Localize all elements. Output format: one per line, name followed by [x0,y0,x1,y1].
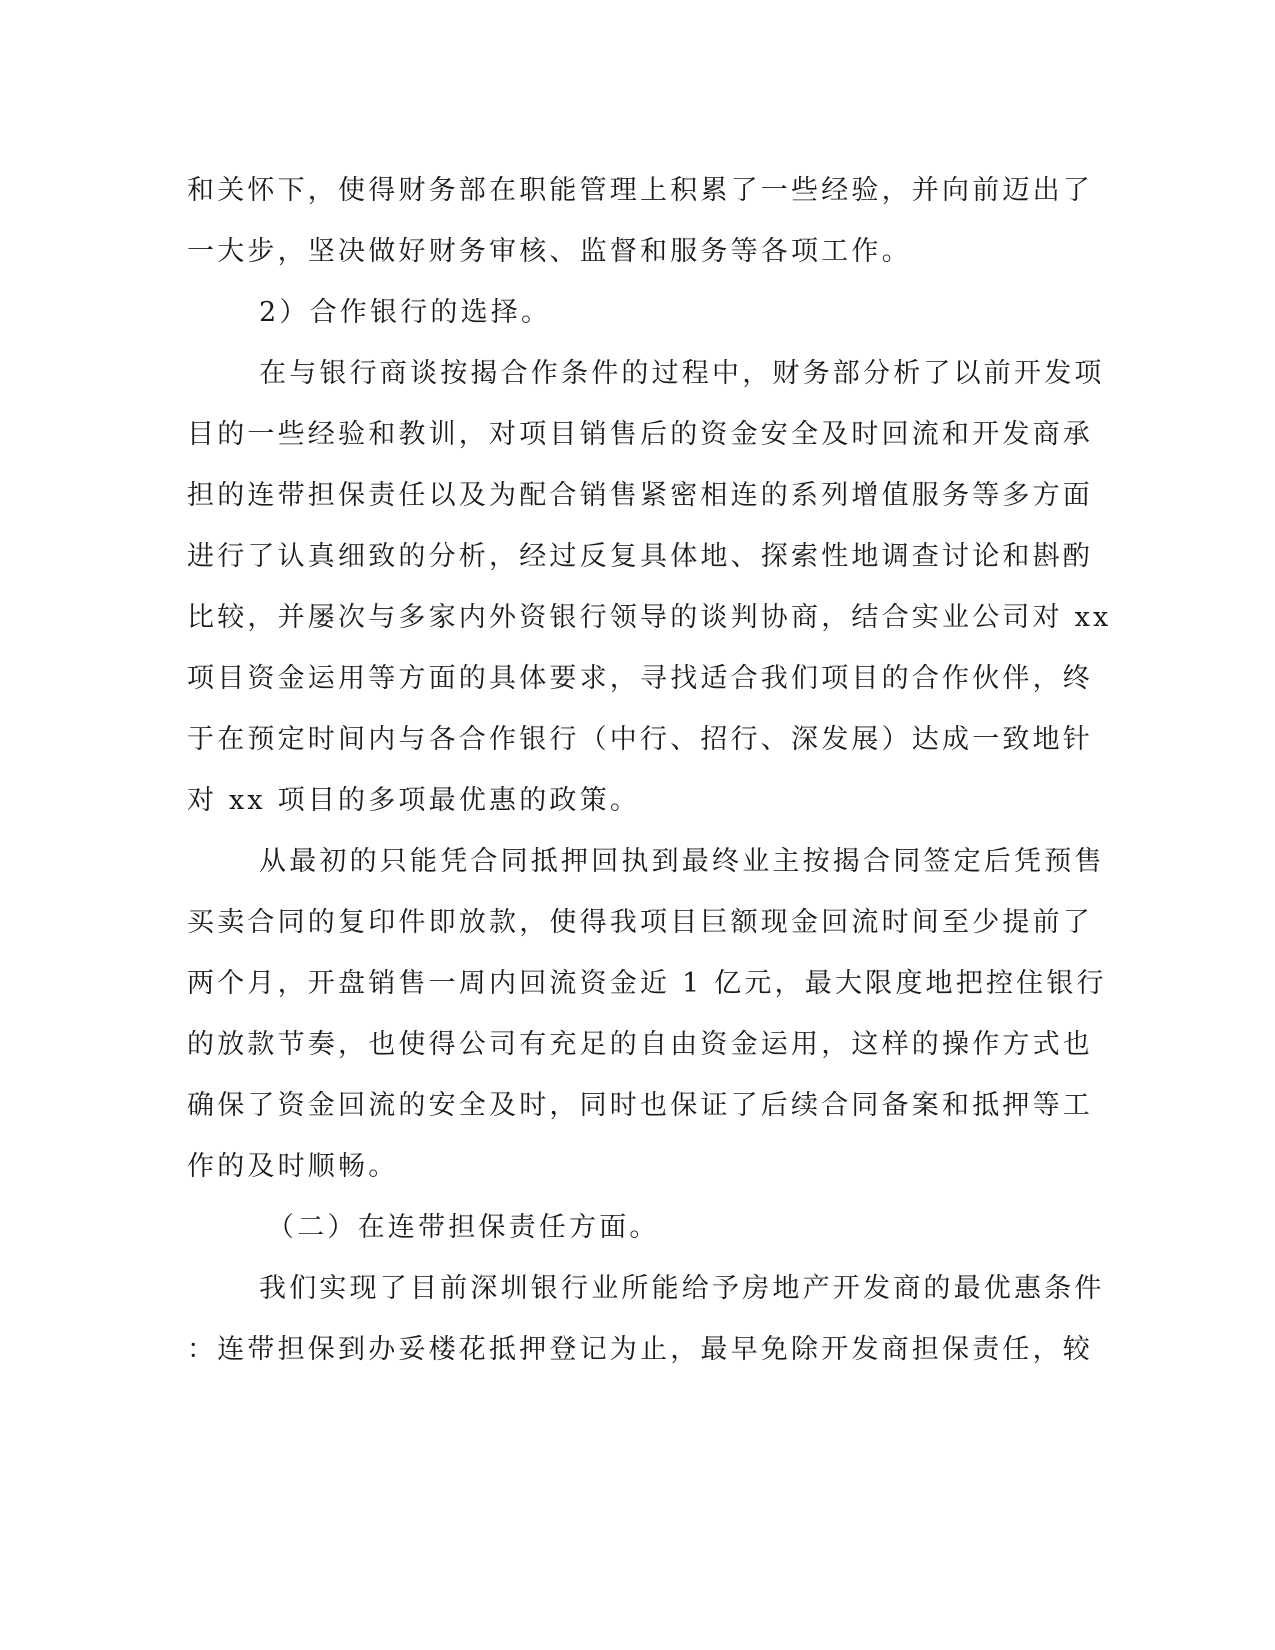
text-line: ：连带担保到办妥楼花抵押登记为止，最早免除开发商担保责任，较 [187,1334,1093,1365]
text-line: 从最初的只能凭合同抵押回执到最终业主按揭合同签定后凭预售 [259,846,1105,877]
text-line: 进行了认真细致的分析，经过反复具体地、探索性地调查讨论和斟酌 [187,541,1093,572]
text-line: 担的连带担保责任以及为配合销售紧密相连的系列增值服务等多方面 [187,480,1093,511]
text-line: 对 xx 项目的多项最优惠的政策。 [187,785,641,816]
document-body [187,160,1112,1380]
text-line: 两个月，开盘销售一周内回流资金近 1 亿元，最大限度地把控住银行 [187,968,1107,999]
text-line: 项目资金运用等方面的具体要求，寻找适合我们项目的合作伙伴，终 [187,663,1093,694]
text-line: 比较，并屡次与多家内外资银行领导的谈判协商，结合实业公司对 xx [187,602,1112,633]
text-line: 在与银行商谈按揭合作条件的过程中，财务部分析了以前开发项 [259,358,1105,389]
text-line: 目的一些经验和教训，对项目销售后的资金安全及时回流和开发商承 [187,419,1093,450]
text-line: 我们实现了目前深圳银行业所能给予房地产开发商的最优惠条件 [259,1273,1105,1304]
text-line: 的放款节奏，也使得公司有充足的自由资金运用，这样的操作方式也 [187,1029,1093,1060]
text-line: 买卖合同的复印件即放款，使得我项目巨额现金回流时间至少提前了 [187,907,1093,938]
text-line: 和关怀下，使得财务部在职能管理上积累了一些经验，并向前迈出了 [187,175,1093,206]
text-line: 于在预定时间内与各合作银行（中行、招行、深发展）达成一致地针 [187,724,1093,755]
text-line: 一大步，坚决做好财务审核、监督和服务等各项工作。 [187,236,912,267]
text-line: 确保了资金回流的安全及时，同时也保证了后续合同备案和抵押等工 [187,1090,1093,1121]
text-line: 作的及时顺畅。 [187,1151,399,1182]
section-heading: 2）合作银行的选择。 [259,297,552,328]
section-heading: （二）在连带担保责任方面。 [267,1212,660,1243]
